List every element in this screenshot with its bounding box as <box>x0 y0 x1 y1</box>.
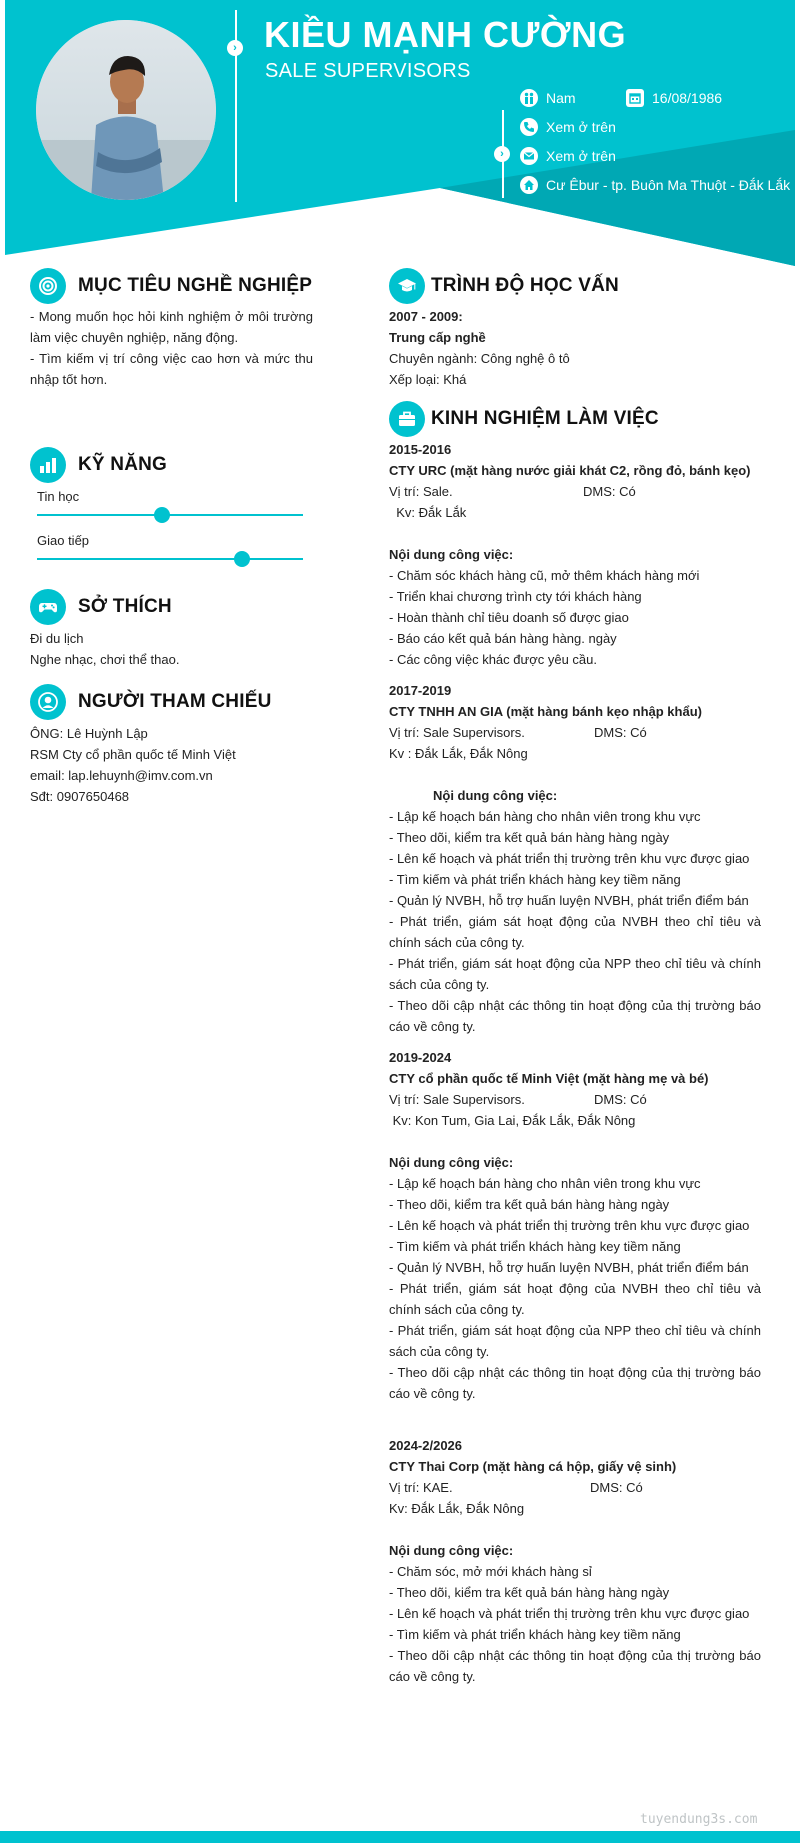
job-duty: - Theo dõi cập nhật các thông tin hoạt động của thị trường báo cáo về công ty. <box>389 1648 761 1684</box>
envelope-icon <box>520 147 538 165</box>
email-text: Xem ở trên <box>546 148 616 164</box>
resume-header <box>0 0 800 270</box>
job-dms: DMS: Có <box>590 1480 643 1495</box>
references-text <box>30 723 313 807</box>
skill-label-computer: Tin học <box>37 489 80 504</box>
hobbies-text <box>30 628 313 670</box>
address-info <box>520 176 790 194</box>
phone-text: Xem ở trên <box>546 119 616 135</box>
reference-email: email: lap.lehuynh@imv.com.vn <box>30 768 213 783</box>
hobbies-section-title <box>30 589 172 625</box>
job-duty: - Chăm sóc, mở mới khách hàng sỉ <box>389 1564 592 1579</box>
header-divider <box>235 10 237 202</box>
job-duty: - Tìm kiếm và phát triển khách hàng key tiềm năng <box>389 872 681 887</box>
job-position: Vị trí: Sale Supervisors. <box>389 725 525 740</box>
objective-line: - Mong muốn học hỏi kinh nghiệm ở môi trường làm việc chuyên nghiệp, năng động. <box>30 309 313 345</box>
candidate-name: KIỀU MẠNH CƯỜNG <box>264 14 627 55</box>
job-duty: - Quản lý NVBH, hỗ trợ huấn luyện NVBH, phát triển điểm bán <box>389 893 749 908</box>
job-period: 2017-2019 <box>389 683 452 698</box>
job-duty: - Hoàn thành chỉ tiêu doanh số được giao <box>389 610 629 625</box>
skill-level-communication <box>234 551 250 567</box>
education-major: Chuyên ngành: Công nghệ ô tô <box>389 351 570 366</box>
job-position: Vị trí: Sale Supervisors. <box>389 1092 525 1107</box>
education-section-title <box>389 268 619 304</box>
chevron-right-icon: › <box>227 40 243 56</box>
job-duty: - Tìm kiếm và phát triển khách hàng key tiềm năng <box>389 1239 681 1254</box>
job-duty: - Lên kế hoạch và phát triển thị trường trên khu vực được giao <box>389 851 750 866</box>
chevron-right-icon: › <box>494 146 510 162</box>
job-duty: - Lên kế hoạch và phát triển thị trường trên khu vực được giao <box>389 1606 750 1621</box>
job-duty: - Các công việc khác được yêu cầu. <box>389 652 597 667</box>
job-duty: - Lập kế hoạch bán hàng cho nhân viên trong khu vực <box>389 1176 701 1191</box>
job-duties-title: Nội dung công việc: <box>389 547 514 562</box>
job-duty: - Phát triển, giám sát hoạt động của NVBH theo chỉ tiêu và chính sách của công ty. <box>389 914 761 950</box>
gender-icon <box>520 89 538 107</box>
phone-icon <box>520 118 538 136</box>
job-duty: - Theo dõi cập nhật các thông tin hoạt động của thị trường báo cáo về công ty. <box>389 1365 761 1401</box>
job-duty: - Lập kế hoạch bán hàng cho nhân viên trong khu vực <box>389 809 701 824</box>
gender-info <box>520 89 576 107</box>
reference-company: RSM Cty cổ phần quốc tế Minh Việt <box>30 747 236 762</box>
job-duty: - Quản lý NVBH, hỗ trợ huấn luyện NVBH, phát triển điểm bán <box>389 1260 749 1275</box>
hobbies-heading: SỞ THÍCH <box>78 596 172 617</box>
experience-section-title <box>389 401 659 437</box>
education-period: 2007 - 2009: <box>389 309 463 324</box>
job-duty: - Theo dõi cập nhật các thông tin hoạt động của thị trường báo cáo về công ty. <box>389 998 761 1034</box>
education-grade: Xếp loại: Khá <box>389 372 467 387</box>
references-heading: NGƯỜI THAM CHIẾU <box>78 691 272 712</box>
objective-heading: MỤC TIÊU NGHỀ NGHIỆP <box>78 275 313 296</box>
job-area: Kv: Đắk Lắk <box>389 505 467 520</box>
hobby-item: Đi du lịch <box>30 631 84 646</box>
job-area: Kv: Đắk Lắk, Đắk Nông <box>389 1501 525 1516</box>
user-icon <box>30 684 66 720</box>
job-dms: DMS: Có <box>594 1092 647 1107</box>
education-degree: Trung cấp nghề <box>389 330 486 345</box>
job-duty: - Phát triển, giám sát hoạt động của NPP theo chỉ tiêu và chính sách của công ty. <box>389 956 761 992</box>
job-duty: - Lên kế hoạch và phát triển thị trường trên khu vực được giao <box>389 1218 750 1233</box>
job-duty: - Phát triển, giám sát hoạt động của NVBH theo chỉ tiêu và chính sách của công ty. <box>389 1281 761 1317</box>
reference-phone: Sđt: 0907650468 <box>30 789 130 804</box>
bar-chart-icon <box>30 447 66 483</box>
job-period: 2024-2/2026 <box>389 1438 463 1453</box>
job-duty: - Theo dõi, kiểm tra kết quả bán hàng hàng ngày <box>389 1585 670 1600</box>
job-position-row <box>389 722 761 743</box>
job-company: CTY Thai Corp (mặt hàng cá hộp, giấy vệ sinh) <box>389 1459 677 1474</box>
job-duty: - Chăm sóc khách hàng cũ, mở thêm khách hàng mới <box>389 568 700 583</box>
graduation-cap-icon <box>389 268 425 304</box>
job-dms: DMS: Có <box>583 484 636 499</box>
job-company: CTY TNHH AN GIA (mặt hàng bánh kẹo nhập khẩu) <box>389 704 702 719</box>
job-duty: - Triển khai chương trình cty tới khách hàng <box>389 589 642 604</box>
skills-section-title <box>30 447 167 483</box>
job-company: CTY URC (mặt hàng nước giải khát C2, rồng đỏ, bánh kẹo) <box>389 463 751 478</box>
job-position-row <box>389 1477 761 1498</box>
watermark: tuyendung3s.com <box>640 1812 758 1827</box>
job-duty: - Tìm kiếm và phát triển khách hàng key tiềm năng <box>389 1627 681 1642</box>
birthday-text: 16/08/1986 <box>652 90 723 106</box>
home-icon <box>520 176 538 194</box>
experience-heading: KINH NGHIỆM LÀM VIỆC <box>431 408 659 429</box>
job-area: Kv: Kon Tum, Gia Lai, Đắk Lắk, Đắk Nông <box>389 1113 636 1128</box>
job-position: Vị trí: KAE. <box>389 1480 453 1495</box>
gender-text: Nam <box>546 90 576 106</box>
skills-heading: KỸ NĂNG <box>78 454 168 475</box>
education-heading: TRÌNH ĐỘ HỌC VẤN <box>431 275 619 296</box>
target-icon <box>30 268 66 304</box>
footer-bar <box>0 1831 800 1843</box>
birthday-info <box>626 89 722 107</box>
job-position-row <box>389 1089 761 1110</box>
reference-name: ÔNG: Lê Huỳnh Lập <box>30 726 148 741</box>
address-text: Cư Êbur - tp. Buôn Ma Thuột - Đắk Lắk <box>546 177 791 193</box>
job-position-row <box>389 481 761 502</box>
job-area: Kv : Đắk Lắk, Đắk Nông <box>389 746 528 761</box>
objective-line: - Tìm kiếm vị trí công việc cao hơn và mức thu nhập tốt hơn. <box>30 351 313 387</box>
candidate-role: SALE SUPERVISORS <box>265 60 471 82</box>
references-section-title <box>30 684 272 720</box>
job-duties-title: Nội dung công việc: <box>389 1155 514 1170</box>
profile-photo-icon <box>36 20 216 200</box>
job-2015-2016 <box>389 439 761 670</box>
objective-text <box>30 306 313 390</box>
job-duty: - Theo dõi, kiểm tra kết quả bán hàng hàng ngày <box>389 1197 670 1212</box>
hobby-item: Nghe nhạc, chơi thể thao. <box>30 652 180 667</box>
phone-info <box>520 118 616 136</box>
job-duty: - Phát triển, giám sát hoạt động của NPP theo chỉ tiêu và chính sách của công ty. <box>389 1323 761 1359</box>
skill-label-communication: Giao tiếp <box>37 533 90 548</box>
skill-track-communication <box>37 558 303 560</box>
job-company: CTY cổ phần quốc tế Minh Việt (mặt hàng mẹ và bé) <box>389 1071 709 1086</box>
job-duty: - Theo dõi, kiểm tra kết quả bán hàng hàng ngày <box>389 830 670 845</box>
job-duty: - Báo cáo kết quả bán hàng hàng. ngày <box>389 631 617 646</box>
briefcase-icon <box>389 401 425 437</box>
job-2019-2024 <box>389 1047 761 1404</box>
gamepad-icon <box>30 589 66 625</box>
job-period: 2019-2024 <box>389 1050 452 1065</box>
objective-section-title <box>30 268 312 304</box>
email-info <box>520 147 616 165</box>
education-text <box>389 306 761 390</box>
job-period: 2015-2016 <box>389 442 452 457</box>
skill-level-computer <box>154 507 170 523</box>
job-2024-2026 <box>389 1435 761 1687</box>
job-position: Vị trí: Sale. <box>389 484 453 499</box>
job-dms: DMS: Có <box>594 725 647 740</box>
job-2017-2019 <box>389 680 761 1037</box>
job-duties-title: Nội dung công việc: <box>433 788 558 803</box>
job-duties-title: Nội dung công việc: <box>389 1543 514 1558</box>
avatar <box>36 20 216 200</box>
calendar-icon <box>626 89 644 107</box>
